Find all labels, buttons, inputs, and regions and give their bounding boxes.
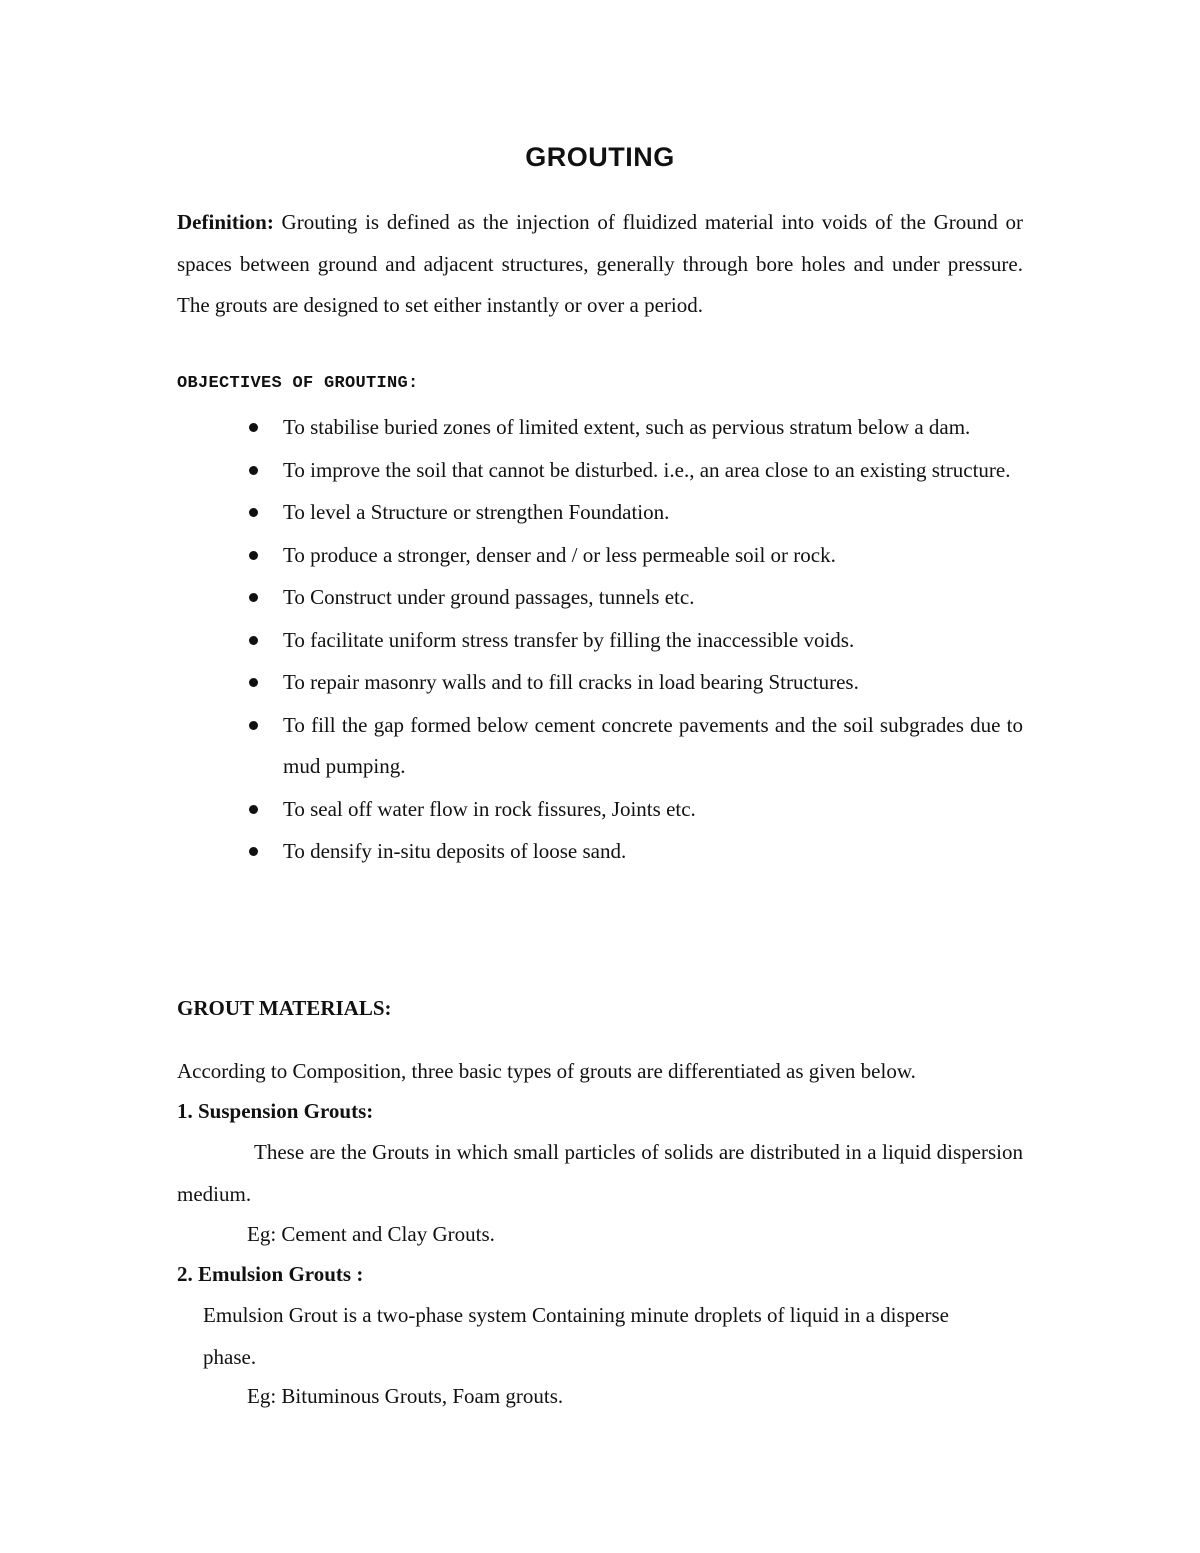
list-item [244,535,1023,577]
list-item [244,407,1023,449]
list-item-text: To repair masonry walls and to fill cracks in load bearing Structures. [283,670,859,694]
objectives-heading: OBJECTIVES OF GROUTING: [177,374,419,393]
list-item-text: To stabilise buried zones of limited extent, such as pervious stratum below a dam. [283,415,971,439]
bullet-icon [249,508,258,517]
bullet-icon [249,423,258,432]
bullet-icon [249,636,258,645]
list-item-text: To densify in-situ deposits of loose sand. [283,839,627,863]
suspension-grouts-description: These are the Grouts in which small particles of solids are distributed in a liquid dispersion medium. [177,1140,1023,1206]
emulsion-grouts-heading: 2. Emulsion Grouts : [177,1262,364,1286]
definition-label: Definition: [177,210,274,234]
grout-materials-heading: GROUT MATERIALS: [177,996,392,1020]
list-item-text: To improve the soil that cannot be disturbed. i.e., an area close to an existing structure. [283,457,1011,482]
list-item [244,831,1023,873]
suspension-grouts-example: Eg: Cement and Clay Grouts. [247,1222,495,1246]
list-item-text: To Construct under ground passages, tunnels etc. [283,585,695,609]
list-item-text: To level a Structure or strengthen Foundation. [283,500,670,524]
emulsion-grouts-description: Emulsion Grout is a two-phase system Containing minute droplets of liquid in a disperse phase. [203,1303,949,1369]
bullet-icon [249,466,258,475]
list-item [244,577,1023,619]
definition-text: Grouting is defined as the injection of fluidized material into voids of the Ground or spaces between ground and adjacent structures, generally through bore holes and under pressure. The grouts are designed to set either instantly or over a period. [177,210,1023,317]
list-item [244,789,1023,831]
page-title: GROUTING [525,142,675,172]
list-item [244,705,1023,788]
bullet-icon [249,805,258,814]
bullet-icon [249,551,258,560]
list-item [244,662,1023,704]
list-item-text: To fill the gap formed below cement concrete pavements and the soil subgrades due to mud pumping. [283,712,1023,778]
grout-materials-intro: According to Composition, three basic types of grouts are differentiated as given below. [177,1059,916,1083]
objectives-list [244,407,1023,874]
list-item [244,450,1023,492]
definition-paragraph [177,202,1023,327]
list-item [244,492,1023,534]
list-item [244,620,1023,662]
emulsion-grouts-example: Eg: Bituminous Grouts, Foam grouts. [247,1384,564,1408]
bullet-icon [249,721,258,730]
bullet-icon [249,678,258,687]
list-item-text: To seal off water flow in rock fissures, Joints etc. [283,796,696,821]
list-item-text: To produce a stronger, denser and / or less permeable soil or rock. [283,542,836,567]
bullet-icon [249,847,258,856]
list-item-text: To facilitate uniform stress transfer by filling the inaccessible voids. [283,627,855,652]
suspension-grouts-heading: 1. Suspension Grouts: [177,1099,374,1123]
bullet-icon [249,593,258,602]
